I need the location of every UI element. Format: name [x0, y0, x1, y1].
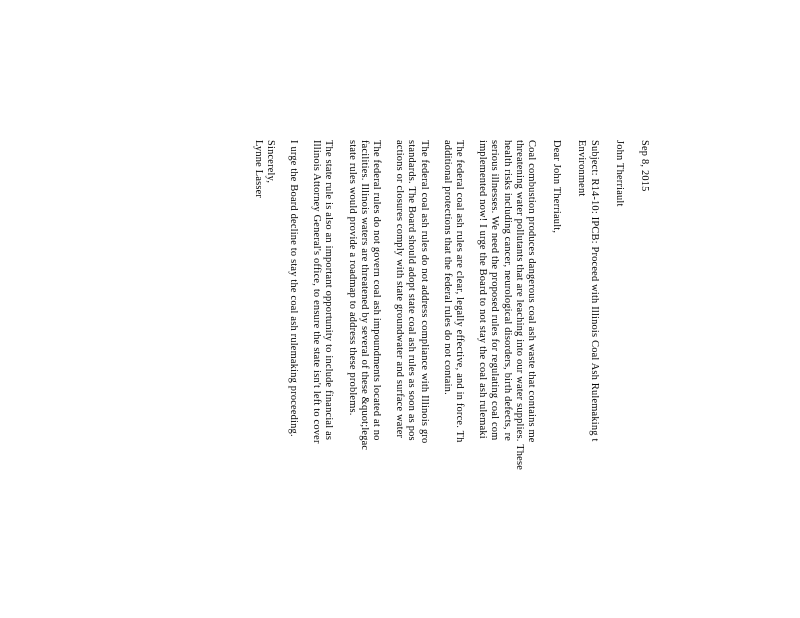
letter-closing: Sincerely,	[264, 140, 276, 184]
paragraph-4-line: facilities. Illinois waters are threatened by several of these &quot;legac	[358, 140, 370, 451]
paragraph-1-line: threatening water pollutants that are leaching into our water supplies. These	[513, 140, 525, 471]
letter-date: Sep 8, 2015	[639, 140, 650, 192]
letter-recipient: John Therriault	[613, 140, 625, 207]
paragraph-3-line: standards. The Board should adopt state coal ash rules as soon as pos	[406, 140, 418, 441]
paragraph-3-line: The federal coal ash rules do not address compliance with Illinois gro	[418, 140, 430, 444]
paragraph-5-line: The state rule is also an important opportunity to include financial as	[323, 140, 335, 441]
letter-subject-line-1: Subject: R14-10: IPCB: Proceed with Illinois Coal Ash Rulemaking t	[588, 140, 600, 442]
letter-signature: Lynne Lasser	[252, 140, 264, 199]
paragraph-1-line: implemented now! I urge the Board to not stay the coal ash rulemaki	[477, 140, 489, 439]
paragraph-1-line: health risks including cancer, neurological disorders, birth defects, re	[501, 140, 513, 442]
paragraph-4	[345, 140, 382, 618]
paragraph-3	[393, 140, 430, 618]
paragraph-3-line: actions or closures comply with state groundwater and surface water	[394, 140, 406, 439]
paragraph-5	[310, 140, 334, 618]
paragraph-2	[441, 140, 465, 618]
paragraph-2-line: The federal coal ash rules are clear, legally effective, and in force. Th	[453, 140, 465, 443]
paragraph-2-line: additional protections that the federal rules do not contain.	[441, 140, 453, 395]
paragraph-1-line: serious illnesses. We need the proposed rules for regulating coal com	[489, 140, 501, 441]
paragraph-5-line: Illinois Attorney General's office, to ensure the state isn't left to cover	[311, 140, 323, 444]
paragraph-1	[476, 140, 537, 618]
letter-document	[252, 140, 650, 618]
paragraph-4-line: state rules would provide a roadmap to address these problems.	[346, 140, 358, 416]
letter-salutation: Dear John Therriault,	[551, 140, 563, 234]
paragraph-4-line: The federal rules do not govern coal ash impoundments located at no	[370, 140, 382, 441]
closing-request: I urge the Board decline to stay the coal ash rulemaking proceeding.	[287, 140, 299, 437]
paragraph-1-line: Coal combustion produces dangerous coal ash waste that contains me	[525, 140, 537, 443]
letter-subject-line-2: Environment	[576, 140, 588, 197]
